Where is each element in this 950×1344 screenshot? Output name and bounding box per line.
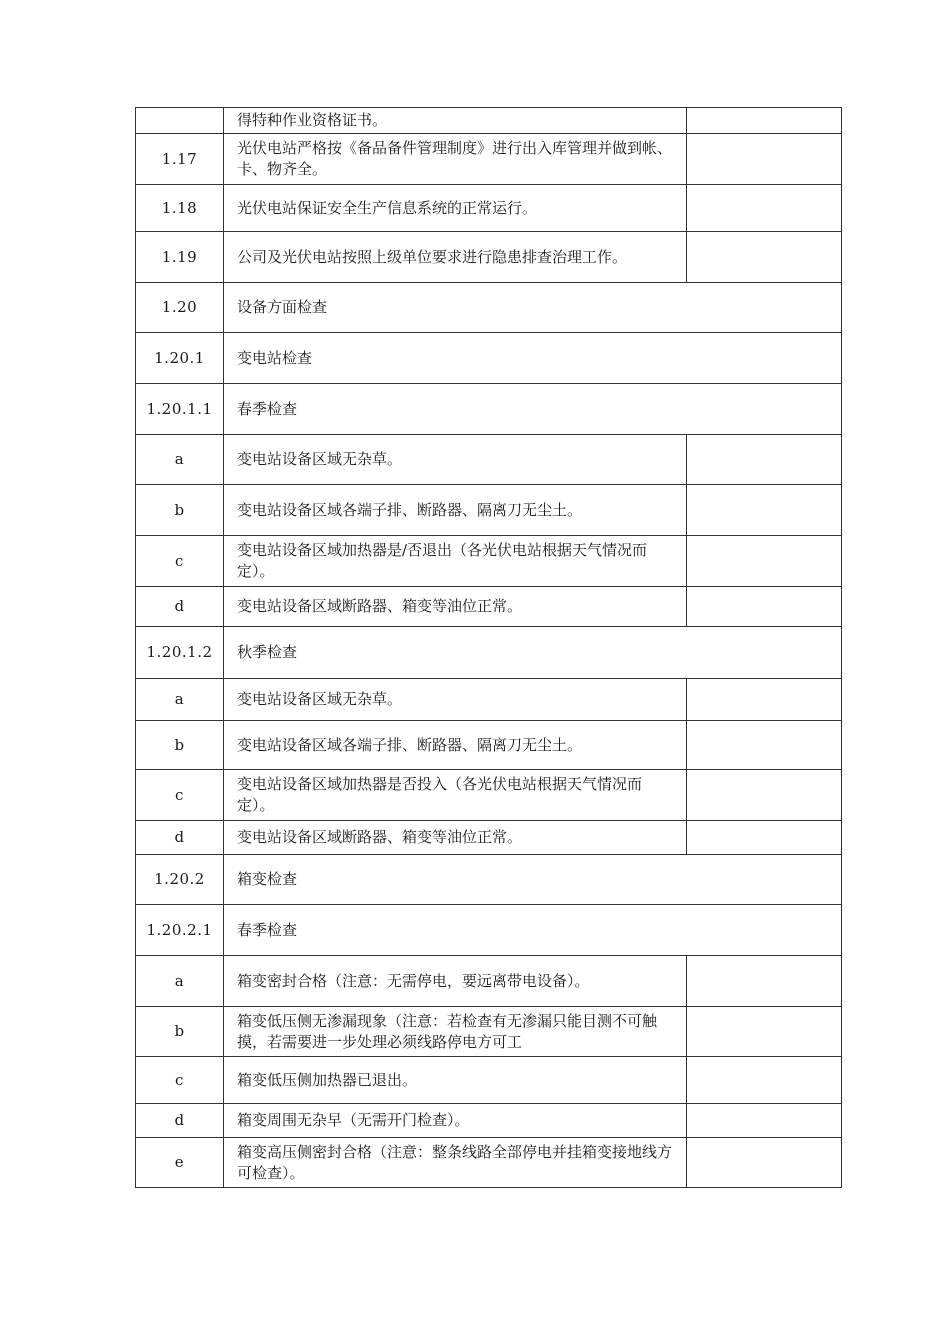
item-number: c	[136, 536, 224, 587]
table-row	[136, 185, 842, 232]
item-number: c	[136, 770, 224, 821]
item-number: b	[136, 1007, 224, 1057]
item-text: 光伏电站严格按《备品备件管理制度》进行出入库管理并做到帐、卡、物齐全。	[224, 134, 687, 185]
item-number	[136, 108, 224, 134]
item-text: 公司及光伏电站按照上级单位要求进行隐患排查治理工作。	[224, 232, 687, 283]
section-row	[136, 905, 842, 956]
item-text: 变电站设备区域断路器、箱变等油位正常。	[224, 821, 687, 855]
section-row	[136, 627, 842, 679]
section-title: 设备方面检查	[224, 283, 842, 333]
section-title: 变电站检查	[224, 333, 842, 384]
section-row	[136, 855, 842, 905]
result-cell	[687, 770, 842, 821]
result-cell	[687, 536, 842, 587]
section-row	[136, 384, 842, 435]
table-row	[136, 587, 842, 627]
section-number: 1.20.1.2	[136, 627, 224, 679]
item-text: 箱变低压侧加热器已退出。	[224, 1057, 687, 1104]
item-number: 1.18	[136, 185, 224, 232]
result-cell	[687, 1104, 842, 1138]
table-row	[136, 1138, 842, 1188]
item-number: 1.19	[136, 232, 224, 283]
table-row	[136, 108, 842, 134]
item-text: 箱变周围无杂早（无需开门检查）。	[224, 1104, 687, 1138]
table-row	[136, 1057, 842, 1104]
section-number: 1.20.2	[136, 855, 224, 905]
item-number: c	[136, 1057, 224, 1104]
item-text: 变电站设备区域各端子排、断路器、隔离刀无尘土。	[224, 485, 687, 536]
result-cell	[687, 1138, 842, 1188]
table-row	[136, 485, 842, 536]
table-row	[136, 821, 842, 855]
table-row	[136, 770, 842, 821]
section-row	[136, 283, 842, 333]
section-number: 1.20.1.1	[136, 384, 224, 435]
table-row	[136, 1007, 842, 1057]
item-text: 变电站设备区域加热器是/否退出（各光伏电站根据天气情况而定）。	[224, 536, 687, 587]
item-number: a	[136, 679, 224, 721]
result-cell	[687, 679, 842, 721]
item-text: 得特种作业资格证书。	[224, 108, 687, 134]
item-text: 变电站设备区域无杂草。	[224, 679, 687, 721]
result-cell	[687, 108, 842, 134]
inspection-table-wrapper	[135, 107, 818, 1188]
result-cell	[687, 721, 842, 770]
table-row	[136, 232, 842, 283]
table-row	[136, 134, 842, 185]
result-cell	[687, 485, 842, 536]
item-number: d	[136, 587, 224, 627]
item-text: 箱变低压侧无渗漏现象（注意：若检查有无渗漏只能目测不可触摸，若需要进一步处理必须线路停电方可工	[224, 1007, 687, 1057]
table-row	[136, 721, 842, 770]
item-number: e	[136, 1138, 224, 1188]
result-cell	[687, 587, 842, 627]
section-title: 春季检查	[224, 905, 842, 956]
item-text: 变电站设备区域断路器、箱变等油位正常。	[224, 587, 687, 627]
table-row	[136, 435, 842, 485]
item-number: 1.17	[136, 134, 224, 185]
table-row	[136, 1104, 842, 1138]
section-row	[136, 333, 842, 384]
item-number: b	[136, 485, 224, 536]
section-number: 1.20.2.1	[136, 905, 224, 956]
result-cell	[687, 232, 842, 283]
section-number: 1.20.1	[136, 333, 224, 384]
section-title: 春季检查	[224, 384, 842, 435]
result-cell	[687, 821, 842, 855]
inspection-table	[135, 107, 842, 1188]
result-cell	[687, 1007, 842, 1057]
item-number: b	[136, 721, 224, 770]
item-text: 箱变密封合格（注意：无需停电，要远离带电设备）。	[224, 956, 687, 1007]
section-title: 箱变检查	[224, 855, 842, 905]
table-row	[136, 536, 842, 587]
item-number: a	[136, 956, 224, 1007]
result-cell	[687, 185, 842, 232]
item-text: 变电站设备区域无杂草。	[224, 435, 687, 485]
table-row	[136, 679, 842, 721]
item-text: 箱变高压侧密封合格（注意：整条线路全部停电并挂箱变接地线方可检查）。	[224, 1138, 687, 1188]
item-text: 变电站设备区域各端子排、断路器、隔离刀无尘土。	[224, 721, 687, 770]
section-title: 秋季检查	[224, 627, 842, 679]
table-row	[136, 956, 842, 1007]
item-number: a	[136, 435, 224, 485]
result-cell	[687, 435, 842, 485]
result-cell	[687, 134, 842, 185]
result-cell	[687, 956, 842, 1007]
item-text: 变电站设备区域加热器是否投入（各光伏电站根据天气情况而定）。	[224, 770, 687, 821]
item-text: 光伏电站保证安全生产信息系统的正常运行。	[224, 185, 687, 232]
item-number: d	[136, 821, 224, 855]
result-cell	[687, 1057, 842, 1104]
item-number: d	[136, 1104, 224, 1138]
section-number: 1.20	[136, 283, 224, 333]
